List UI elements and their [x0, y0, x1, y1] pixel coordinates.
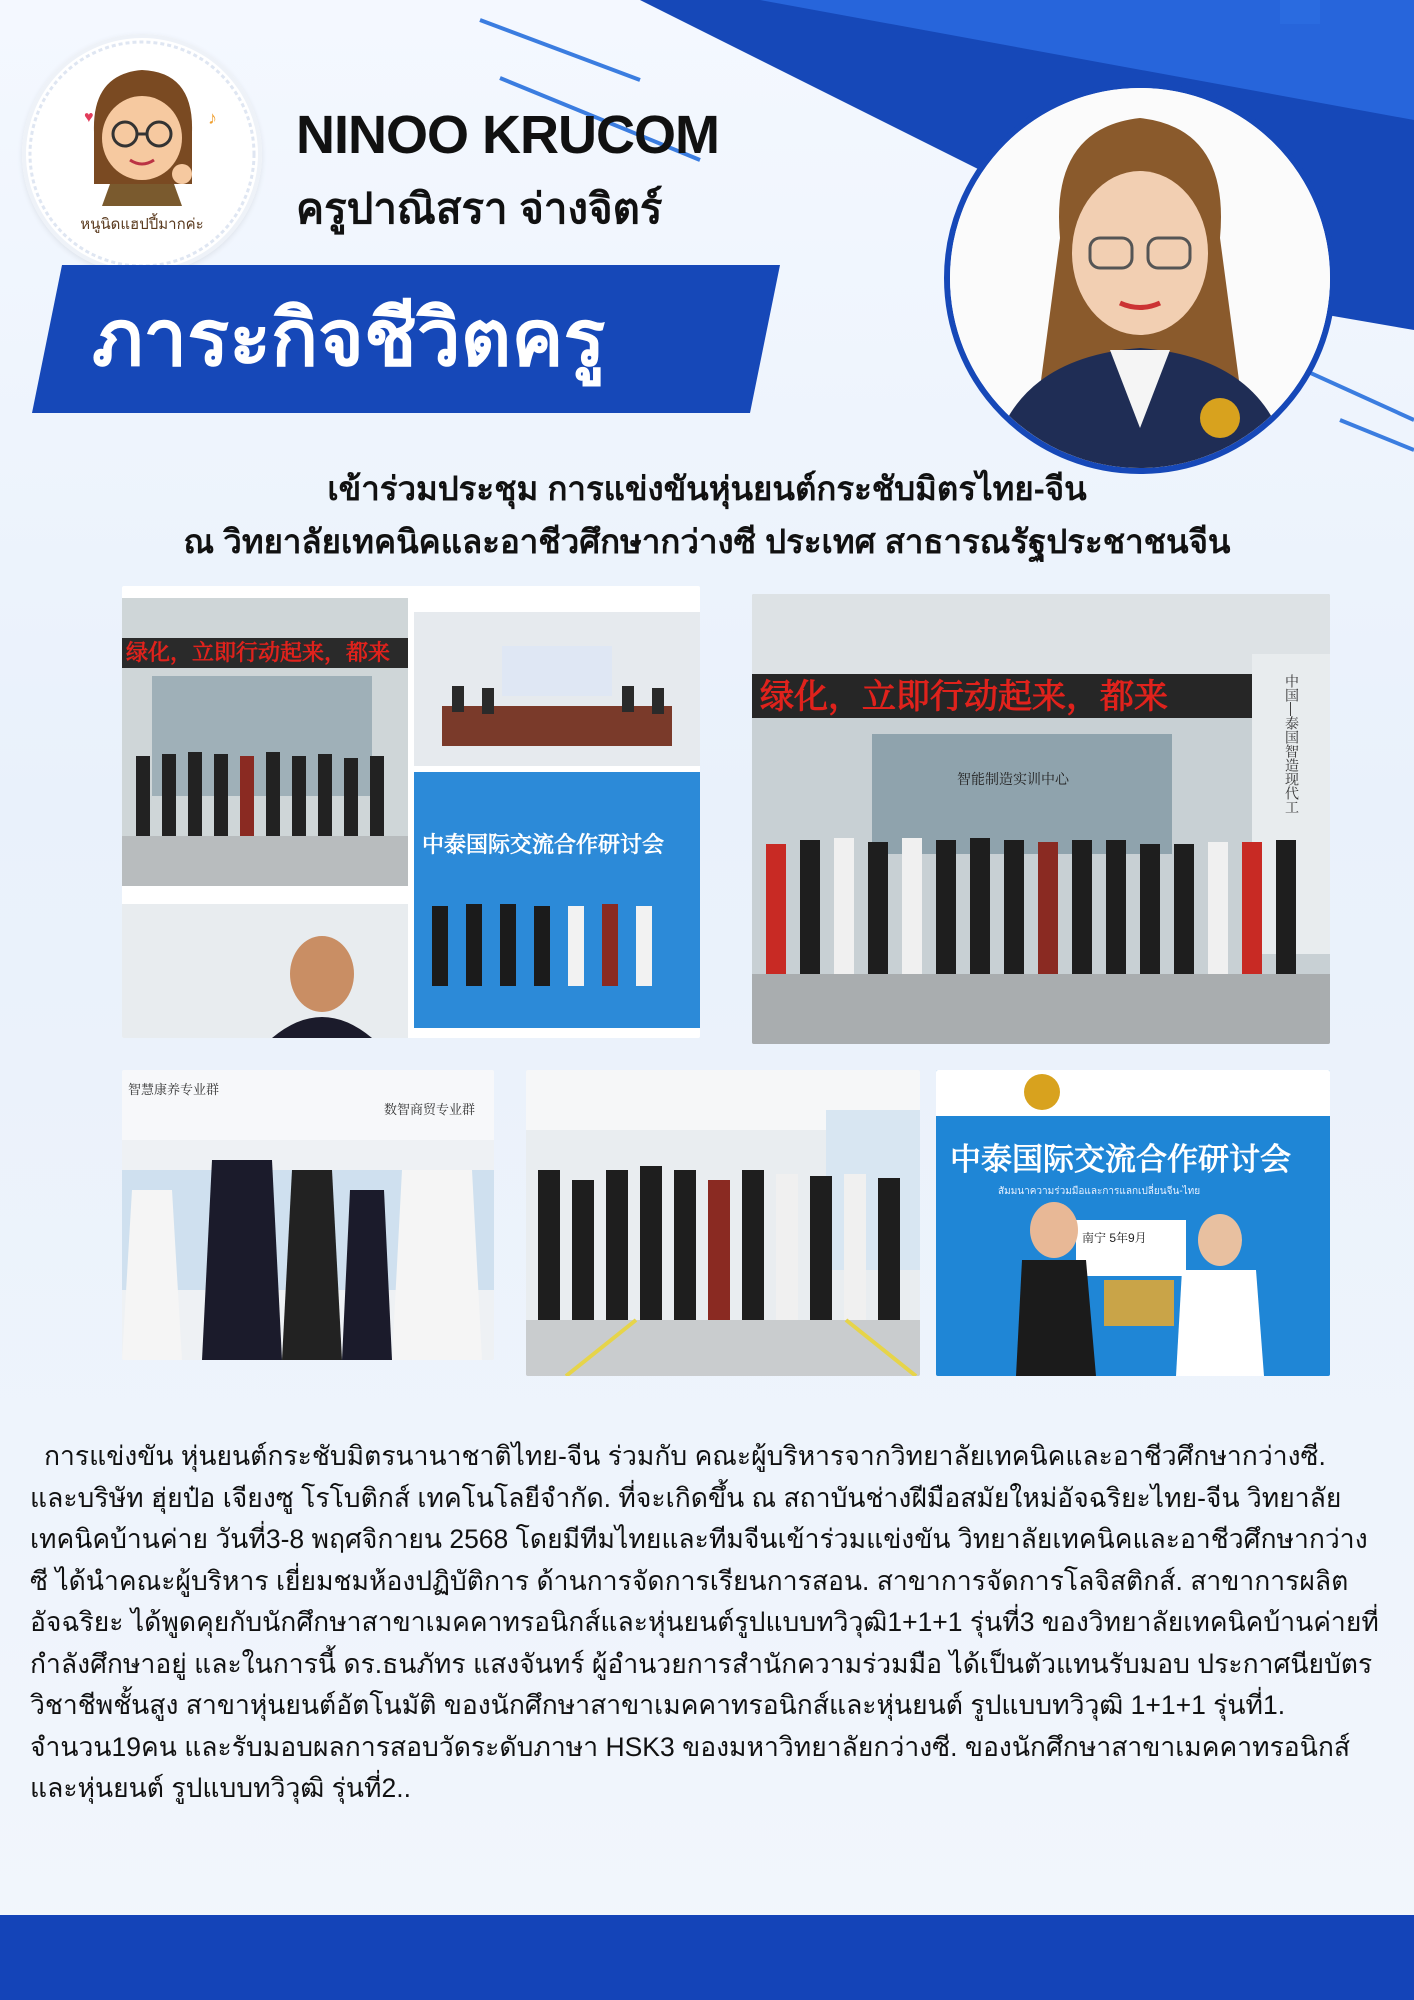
logo-caption: หนูนิดแฮปปี้มากค่ะ	[80, 216, 204, 233]
article-body	[30, 1436, 1380, 1810]
teacher-portrait	[944, 82, 1336, 474]
brand-name: NINOO KRUCOM	[296, 105, 719, 165]
building-sign: 智能制造实训中心	[957, 771, 1069, 787]
teacher-name: ครูปาณิสรา จ่างจิตร์	[296, 185, 663, 232]
brand-logo	[22, 34, 262, 274]
photo-group-building	[752, 594, 1330, 1044]
photo-collage	[122, 586, 700, 1038]
svg-text:♪: ♪	[208, 108, 217, 128]
headline-line1: เข้าร่วมประชุม การแข่งขันหุ่นยนต์กระชับมิตรไทย-จีน	[327, 470, 1087, 507]
seminar-title: 中泰国际交流合作研讨会	[950, 1142, 1291, 1177]
headline-line2: ณ วิทยาลัยเทคนิคและอาชีวศึกษากว่างซี ประเทศ สาธารณรัฐประชาชนจีน	[183, 523, 1231, 560]
teacher-cartoon-icon	[22, 34, 262, 274]
photo-lab-visit	[122, 1070, 494, 1360]
svg-text:♥: ♥	[84, 109, 94, 126]
footer-bar	[0, 1915, 1414, 2000]
photo-lab-group	[526, 1070, 920, 1376]
article-paragraph: การแข่งขัน หุ่นยนต์กระชับมิตรนานาชาติไทย-จีน ร่วมกับ คณะผู้บริหารจากวิทยาลัยเทคนิคและอาชีวศึกษากว่างซี. และบริษัท ฮุ่ยป๋อ เจียงซู โรโบติกส์ เทคโนโลยีจำกัด. ที่จะเกิดขึ้น ณ สถาบันช่างฝีมือสมัยใหม่อัจฉริยะไทย-จีน วิทยาลัยเทคนิคบ้านค่าย วันที่3-8 พฤศจิกายน 2568 โดยมีทีมไทยและทีมจีนเข้าร่วมแข่งขัน วิทยาลัยเทคนิคและอาชีวศึกษากว่างซี ได้นำคณะผู้บริหาร เยี่ยมชมห้องปฏิบัติการ ด้านการจัดการเรียนการสอน. สาขาการจัดการโลจิสติกส์. สาขาการผลิตอัจฉริยะ ได้พูดคุยกับนักศึกษาสาขาเมคคาทรอนิกส์และหุ่นยนต์รูปแบบทวิวุฒิ1+1+1 รุ่นที่3 ของวิทยาลัยเทคนิคบ้านค่ายที่กำลังศึกษาอยู่ และในการนี้ ดร.ธนภัทร แสงจันทร์ ผู้อำนวยการสำนักความร่วมมือ ได้เป็นตัวแทนรับมอบ ประกาศนียบัตรวิชาชีพชั้นสูง สาขาหุ่นยนต์อัตโนมัติ ของนักศึกษาสาขาเมคคาทรอนิกส์และหุ่นยนต์ รูปแบบทวิวุฒิ 1+1+1 รุ่นที่1. จำนวน19คน และรับมอบผลการสอบวัดระดับภาษา HSK3 ของมหาวิทยาลัยกว่างซี. ของนักศึกษาสาขาเมคคาทรอนิกส์และหุ่นยนต์ รูปแบบทวิวุฒิ รุ่นที่2..	[30, 1441, 1379, 1803]
building-side-sign: 中国—泰国智造现代工	[1284, 674, 1300, 814]
seminar-date: 南宁 5年9月	[1082, 1231, 1147, 1245]
lab-sign-left: 智慧康养专业群	[128, 1082, 220, 1097]
seminar-subtitle: สัมมนาความร่วมมือและการแลกเปลี่ยนจีน-ไทย	[998, 1186, 1201, 1197]
photo-certificate	[936, 1070, 1330, 1376]
collage-banner-text: 绿化，立即行动起来，都来	[126, 640, 391, 665]
collage-seminar-title: 中泰国际交流合作研讨会	[422, 832, 665, 857]
lab-sign-right: 数智商贸专业群	[384, 1102, 476, 1117]
building-banner-text: 绿化，立即行动起来，都来	[760, 678, 1168, 716]
banner-title: ภาระกิจชีวิตครู	[92, 294, 606, 382]
